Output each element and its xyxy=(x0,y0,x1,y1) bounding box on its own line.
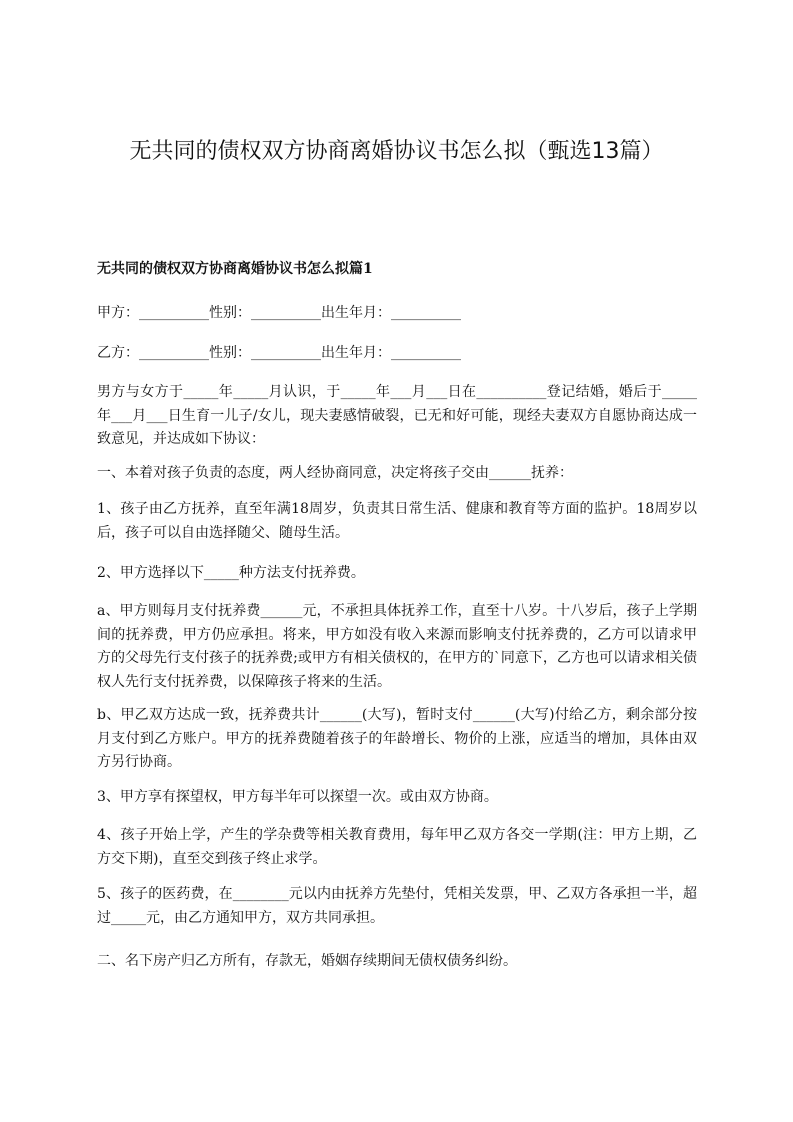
party-b-line: 乙方：__________性别：__________出生年月：__________ xyxy=(97,345,461,361)
marriage-background-paragraph: 男方与女方于_____年_____月认识，于_____年___月___日在__________登记结婚，婚后于_____年___月___日生育一儿子/女儿，现夫妻感情破裂，已无和好可能，现经夫妻双方自愿协商达成一致意见，并达成如下协议： xyxy=(97,384,697,447)
custody-item-2a: a、甲方则每月支付抚养费______元，不承担具体抚养工作，直至十八岁。十八岁后，孩子上学期间的抚养费，甲方仍应承担。将来，甲方如没有收入来源而影响支付抚养费的，乙方可以请求甲方的父母先行支付孩子的抚养费;或甲方有相关债权的，在甲方的`同意下，乙方也可以请求相关债权人先行支付抚养费，以保障孩子将来的生活。 xyxy=(97,603,697,690)
custody-item-1: 1、孩子由乙方抚养，直至年满18周岁，负责其日常生活、健康和教育等方面的监护。18周岁以后，孩子可以自由选择随父、随母生活。 xyxy=(97,501,697,541)
property-clause: 二、名下房产归乙方所有，存款无，婚姻存续期间无债权债务纠纷。 xyxy=(97,953,517,969)
custody-item-4: 4、孩子开始上学，产生的学杂费等相关教育费用，每年甲乙双方各交一学期(注：甲方上期，乙方交下期)，直至交到孩子终止求学。 xyxy=(97,827,697,867)
custody-item-2: 2、甲方选择以下_____种方法支付抚养费。 xyxy=(97,565,365,581)
custody-clause-heading: 一、本着对孩子负责的态度，两人经协商同意，决定将孩子交由______抚养： xyxy=(97,465,573,481)
document-title: 无共同的债权双方协商离婚协议书怎么拟（甄选13篇） xyxy=(129,139,664,164)
party-a-line: 甲方：__________性别：__________出生年月：__________ xyxy=(97,305,461,321)
custody-item-2b: b、甲乙双方达成一致，抚养费共计______(大写)，暂时支付______(大写)付给乙方，剩余部分按月支付到乙方账户。甲方的抚养费随着孩子的年龄增长、物价的上涨，应适当的增加，具体由双方另行协商。 xyxy=(97,707,697,770)
custody-item-3: 3、甲方享有探望权，甲方每半年可以探望一次。或由双方协商。 xyxy=(97,789,498,805)
section-heading: 无共同的债权双方协商离婚协议书怎么拟篇1 xyxy=(97,261,373,277)
custody-item-5: 5、孩子的医药费，在________元以内由抚养方先垫付，凭相关发票，甲、乙双方各承担一半，超过_____元，由乙方通知甲方，双方共同承担。 xyxy=(97,886,697,926)
